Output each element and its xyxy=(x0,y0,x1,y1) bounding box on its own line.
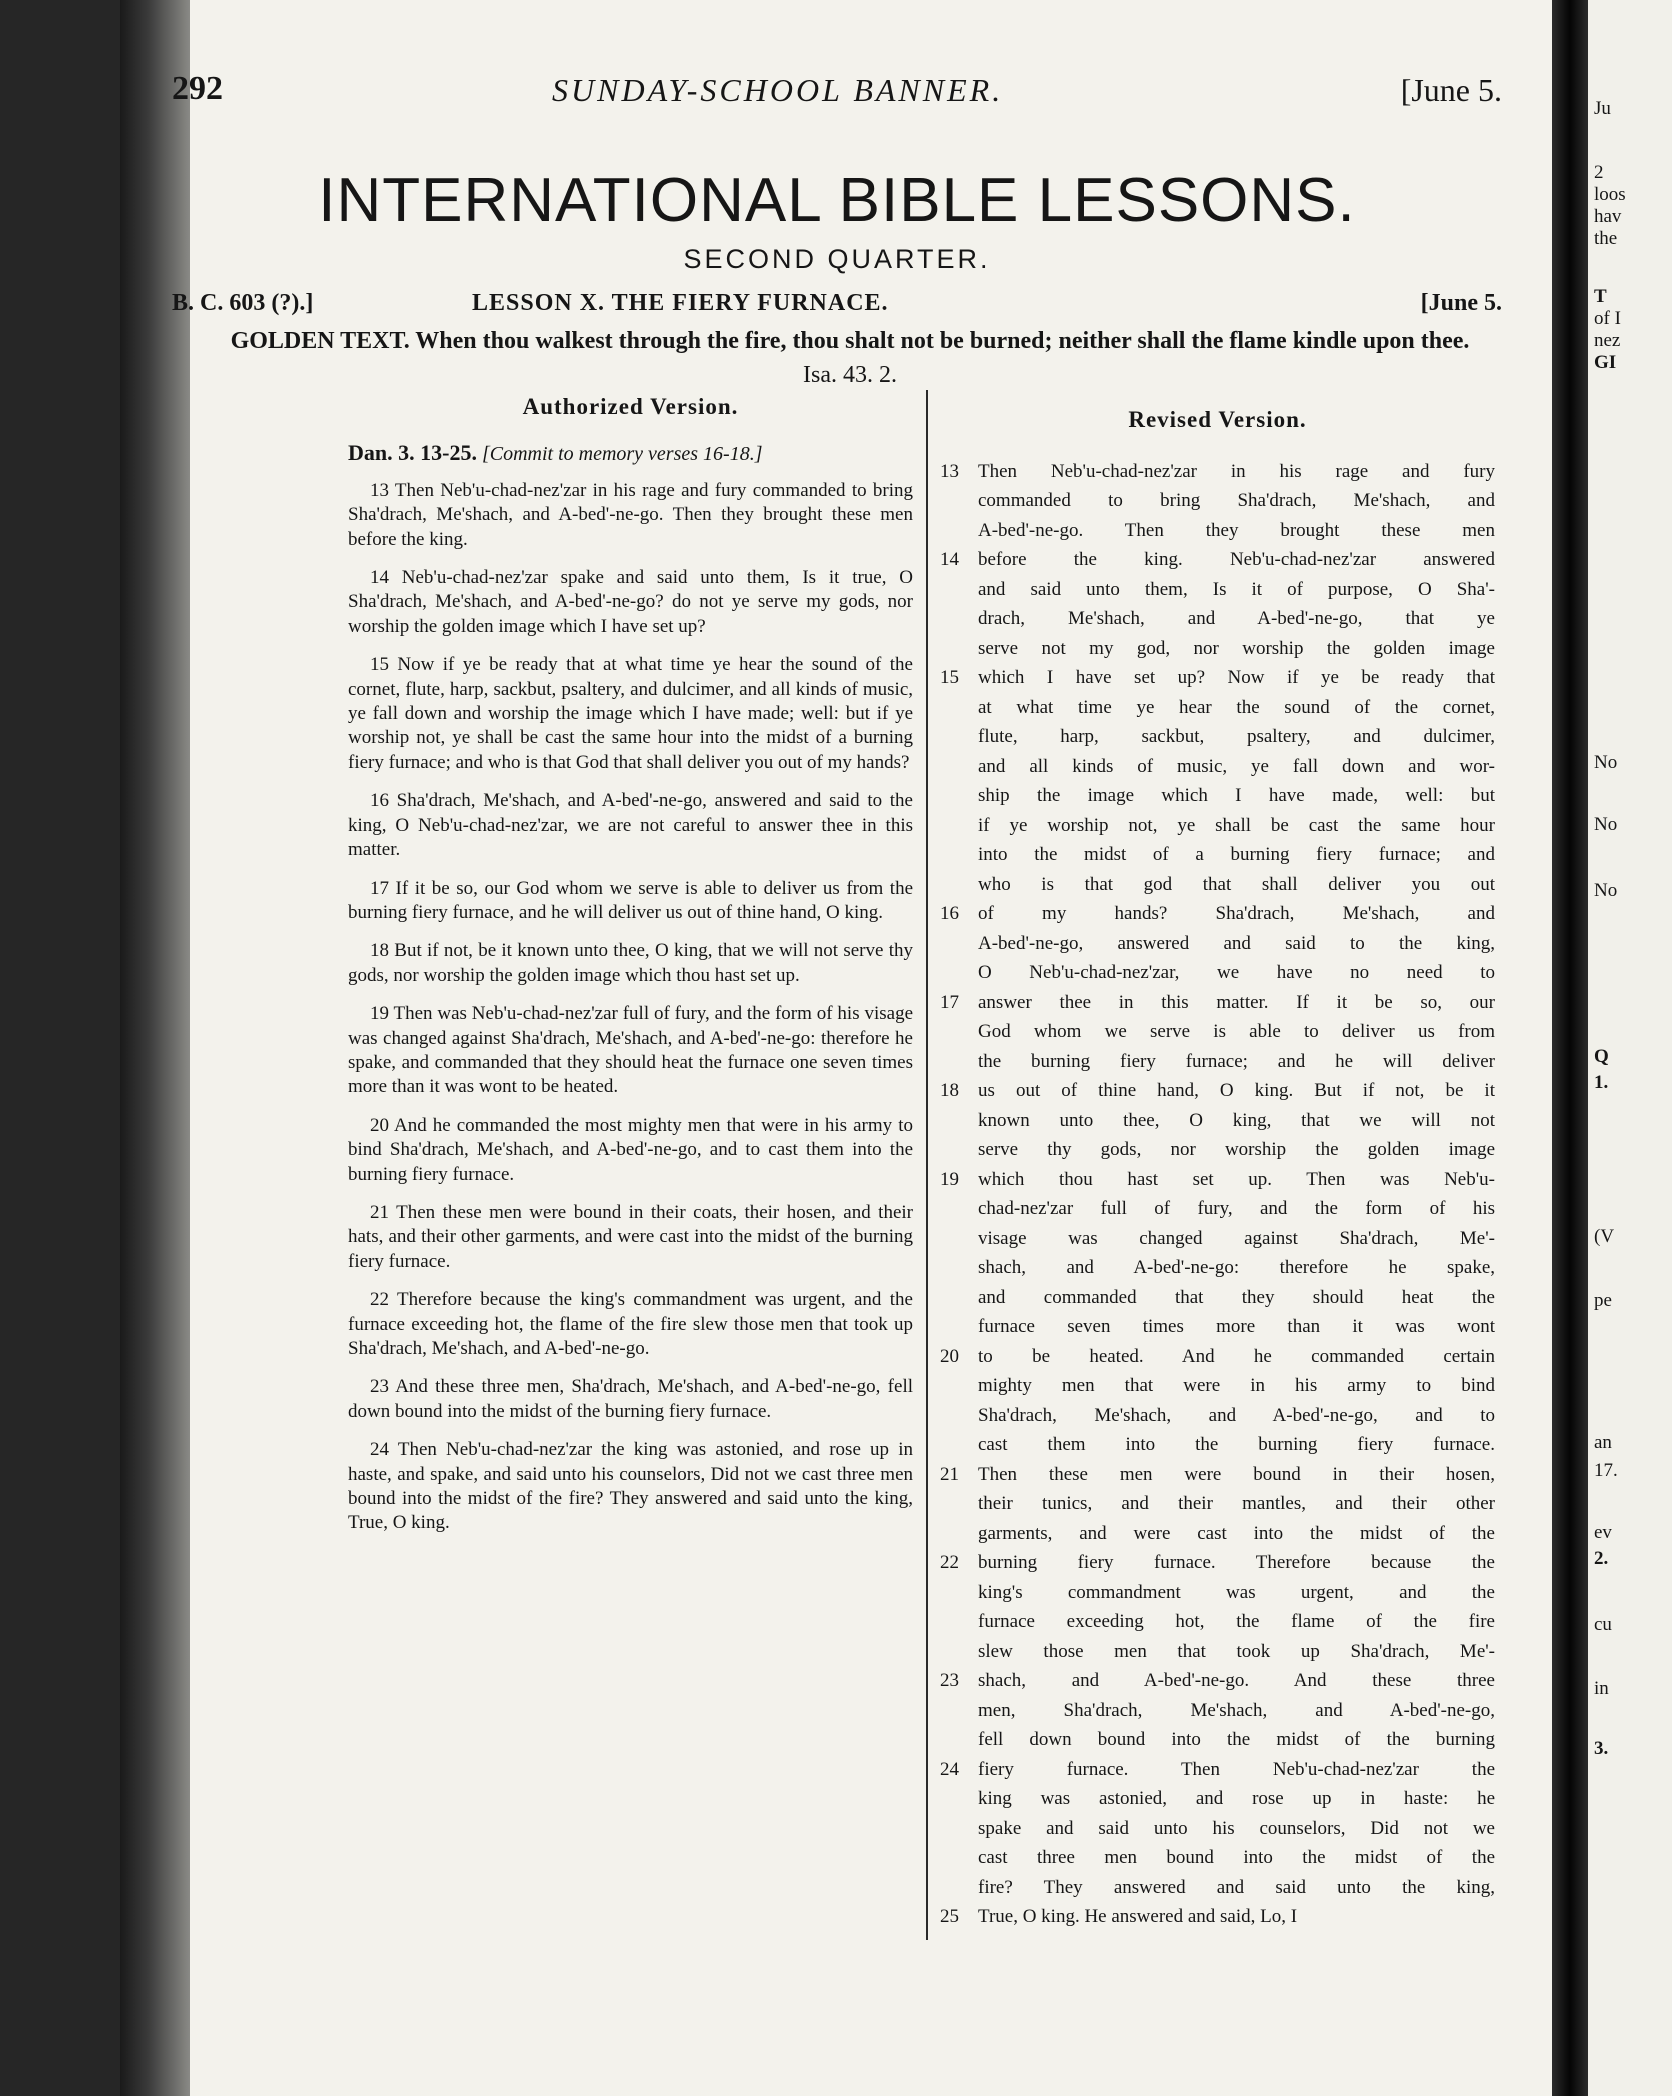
revised-line xyxy=(940,1224,1495,1254)
revised-line xyxy=(940,604,1495,634)
facing-page-edge xyxy=(1588,0,1672,2096)
facing-page-fragment: cu xyxy=(1594,1614,1612,1635)
revised-line-text: A-bed'-ne-go, answered and said to the king, xyxy=(978,932,1495,954)
revised-line-text: drach, Me'shach, and A-bed'-ne-go, that ye xyxy=(978,608,1495,629)
revised-line-text: visage was changed against Sha'drach, Me'- xyxy=(978,1227,1495,1249)
revised-line-text: their tunics, and their mantles, and their other xyxy=(978,1493,1495,1514)
authorized-verse: 23 And these three men, Sha'drach, Me'shach, and A-bed'-ne-go, fell down bound into the midst of the burning fiery furnace. xyxy=(348,1376,913,1422)
revised-line-text: God whom we serve is able to deliver us from xyxy=(978,1021,1495,1042)
authorized-verse: 24 Then Neb'u-chad-nez'zar the king was astonied, and rose up in haste, and spake, and said unto his counselors, Did not we cast three men bound into the midst of the fire? They answered and said unto the king, True, O king. xyxy=(348,1439,913,1534)
facing-page-fragment: pe xyxy=(1594,1290,1612,1311)
revised-line-text: commanded to bring Sha'drach, Me'shach, and xyxy=(978,490,1495,511)
revised-line xyxy=(940,1843,1495,1873)
revised-line xyxy=(940,1401,1495,1431)
revised-line-text: flute, harp, sackbut, psaltery, and dulcimer, xyxy=(978,726,1495,747)
revised-version-column xyxy=(940,405,1495,1932)
revised-line-text: serve thy gods, nor worship the golden image xyxy=(978,1139,1495,1160)
verse-number: 20 xyxy=(940,1345,959,1367)
facing-page-fragment: 17. xyxy=(1594,1460,1618,1481)
revised-line xyxy=(940,693,1495,723)
authorized-verse: 16 Sha'drach, Me'shach, and A-bed'-ne-go, answered and said to the king, O Neb'u-chad-nez'zar, we are not careful to answer thee in this matter. xyxy=(348,790,913,861)
revised-line xyxy=(940,1814,1495,1844)
revised-line xyxy=(940,1106,1495,1136)
revised-line xyxy=(940,1342,1495,1372)
authorized-version-column xyxy=(348,395,913,1550)
facing-page-fragment: hav xyxy=(1594,206,1622,227)
revised-line xyxy=(940,1578,1495,1608)
revised-line-text: garments, and were cast into the midst of the xyxy=(978,1522,1495,1544)
revised-line-text: ship the image which I have made, well: but xyxy=(978,785,1495,806)
verse-number: 14 xyxy=(940,549,959,570)
verse-number: 24 xyxy=(940,1758,959,1780)
revised-line xyxy=(940,486,1495,516)
revised-line xyxy=(940,840,1495,870)
revised-line xyxy=(940,781,1495,811)
revised-line xyxy=(940,1637,1495,1667)
revised-line-text: men, Sha'drach, Me'shach, and A-bed'-ne-go, xyxy=(978,1699,1495,1721)
revised-line xyxy=(940,899,1495,929)
revised-line xyxy=(940,1607,1495,1637)
revised-line xyxy=(940,1696,1495,1726)
authorized-verse: 19 Then was Neb'u-chad-nez'zar full of fury, and the form of his visage was changed against Sha'drach, Me'shach, and A-bed'-ne-go: therefore he spake, and commanded that they should heat the furnace one seven times more than it was wont to be heated. xyxy=(348,1003,913,1098)
authorized-verse: 21 Then these men were bound in their coats, their hosen, and their hats, and their other garments, and were cast into the midst of the burning fiery furnace. xyxy=(348,1201,913,1272)
lesson-date: [June 5. xyxy=(1420,290,1502,316)
authorized-version-heading: Authorized Version. xyxy=(522,394,739,419)
revised-line xyxy=(940,958,1495,988)
revised-line xyxy=(940,516,1495,546)
verse-number: 22 xyxy=(940,1552,959,1573)
revised-line-text: into the midst of a burning fiery furnace; and xyxy=(978,844,1495,865)
verse-number: 23 xyxy=(940,1670,959,1691)
authorized-verse: 14 Neb'u-chad-nez'zar spake and said unto them, Is it true, O Sha'drach, Me'shach, and A-bed'-ne-go? do not ye serve my gods, nor worship the golden image which I have set up? xyxy=(348,567,913,637)
revised-version-heading: Revised Version. xyxy=(1128,407,1307,432)
revised-line xyxy=(940,870,1495,900)
revised-line xyxy=(940,1666,1495,1696)
authorized-verse: 20 And he commanded the most mighty men that were in his army to bind Sha'drach, Me'shach, and A-bed'-ne-go, and to cast them into the burning fiery furnace. xyxy=(348,1114,913,1185)
revised-line xyxy=(940,1017,1495,1047)
revised-line-text: furnace exceeding hot, the flame of the fire xyxy=(978,1611,1495,1632)
revised-line-text: serve not my god, nor worship the golden image xyxy=(978,637,1495,659)
facing-page-fragment: 3. xyxy=(1594,1738,1609,1759)
lesson-line xyxy=(172,290,1502,324)
revised-line xyxy=(940,457,1495,487)
revised-line xyxy=(940,722,1495,752)
revised-line-text: fiery furnace. Then Neb'u-chad-nez'zar the xyxy=(978,1758,1495,1780)
revised-line-text: spake and said unto his counselors, Did not we xyxy=(978,1817,1495,1839)
revised-line-text: O Neb'u-chad-nez'zar, we have no need to xyxy=(978,962,1495,983)
revised-line xyxy=(940,1194,1495,1224)
revised-line-text: cast three men bound into the midst of the xyxy=(978,1847,1495,1868)
reference-passage: Dan. 3. 13-25. xyxy=(348,440,477,466)
revised-line-text: slew those men that took up Sha'drach, Me'- xyxy=(978,1640,1495,1662)
revised-line xyxy=(940,1047,1495,1077)
revised-line xyxy=(940,1135,1495,1165)
revised-lines xyxy=(940,457,1495,1932)
revised-line-text: which I have set up? Now if ye be ready that xyxy=(978,667,1495,688)
revised-line-text: answer thee in this matter. If it be so, our xyxy=(978,991,1495,1013)
revised-line xyxy=(940,1430,1495,1460)
revised-line xyxy=(940,1755,1495,1785)
revised-line-text: shach, and A-bed'-ne-go: therefore he spake, xyxy=(978,1257,1495,1278)
quarter-subtitle: SECOND QUARTER. xyxy=(683,244,991,274)
revised-line-text: shach, and A-bed'-ne-go. And these three xyxy=(978,1670,1495,1691)
revised-line xyxy=(940,1312,1495,1342)
revised-line-text: of my hands? Sha'drach, Me'shach, and xyxy=(978,903,1495,924)
revised-line xyxy=(940,988,1495,1018)
revised-line-text: fire? They answered and said unto the king, xyxy=(978,1876,1495,1898)
revised-line xyxy=(940,1489,1495,1519)
revised-line xyxy=(940,752,1495,782)
revised-line-text: and said unto them, Is it of purpose, O Sha'- xyxy=(978,578,1495,600)
facing-page-fragment: Q xyxy=(1594,1046,1609,1067)
revised-line xyxy=(940,1460,1495,1490)
revised-line-text: Then these men were bound in their hosen, xyxy=(978,1463,1495,1485)
facing-page-fragment: Ju xyxy=(1594,98,1611,119)
revised-line xyxy=(940,811,1495,841)
facing-page-fragment: an xyxy=(1594,1432,1612,1453)
revised-line xyxy=(940,1902,1495,1932)
lesson-title: LESSON X. THE FIERY FURNACE. xyxy=(472,290,889,316)
revised-line-text: at what time ye hear the sound of the cornet, xyxy=(978,696,1495,718)
verse-number: 15 xyxy=(940,667,959,688)
scripture-reference xyxy=(348,441,913,466)
revised-line-text: if ye worship not, ye shall be cast the same hour xyxy=(978,814,1495,836)
memory-note: [Commit to memory verses 16-18.] xyxy=(481,443,763,466)
revised-line-text: fell down bound into the midst of the burning xyxy=(978,1729,1495,1750)
revised-line-text: to be heated. And he commanded certain xyxy=(978,1345,1495,1367)
revised-line-text: chad-nez'zar full of fury, and the form of his xyxy=(978,1198,1495,1219)
verse-number: 18 xyxy=(940,1080,959,1101)
verse-number: 25 xyxy=(940,1906,959,1927)
revised-line-text: burning fiery furnace. Therefore because the xyxy=(978,1552,1495,1573)
revised-line-text: furnace seven times more than it was wont xyxy=(978,1316,1495,1337)
running-header xyxy=(172,70,1502,120)
revised-line-text: which thou hast set up. Then was Neb'u- xyxy=(978,1168,1495,1190)
revised-line xyxy=(940,1725,1495,1755)
revised-line xyxy=(940,575,1495,605)
facing-page-fragment: the xyxy=(1594,228,1618,249)
authorized-verses xyxy=(348,479,913,1536)
verse-number: 16 xyxy=(940,903,959,924)
revised-line xyxy=(940,545,1495,575)
revised-line-text: True, O king. He answered and said, Lo, I xyxy=(978,1906,1298,1927)
revised-line xyxy=(940,1784,1495,1814)
facing-page-fragment: 2 xyxy=(1594,162,1604,183)
revised-line-text: us out of thine hand, O king. But if not, be it xyxy=(978,1080,1495,1101)
verse-number: 17 xyxy=(940,991,959,1013)
golden-text-reference: Isa. 43. 2. xyxy=(803,362,897,388)
revised-line xyxy=(940,1519,1495,1549)
revised-line xyxy=(940,929,1495,959)
publication-title: SUNDAY-SCHOOL BANNER. xyxy=(552,72,1004,108)
column-divider xyxy=(926,390,928,1940)
revised-line-text: the burning fiery furnace; and he will deliver xyxy=(978,1050,1495,1072)
revised-line xyxy=(940,1548,1495,1578)
facing-page-fragment: in xyxy=(1594,1678,1609,1699)
revised-line xyxy=(940,1283,1495,1313)
revised-line xyxy=(940,1076,1495,1106)
lesson-era: B. C. 603 (?).] xyxy=(172,290,314,316)
header-date: [June 5. xyxy=(1400,72,1502,108)
facing-page-fragment: No xyxy=(1594,880,1618,901)
facing-page-fragment: No xyxy=(1594,752,1618,773)
revised-line-text: A-bed'-ne-go. Then they brought these men xyxy=(978,519,1495,541)
facing-page-fragment: 1. xyxy=(1594,1072,1609,1093)
golden-text xyxy=(215,324,1485,392)
facing-page-fragment: loos xyxy=(1594,184,1626,205)
revised-line xyxy=(940,1253,1495,1283)
revised-line-text: king was astonied, and rose up in haste: he xyxy=(978,1788,1495,1809)
verse-number: 13 xyxy=(940,460,959,482)
facing-page-fragment: 2. xyxy=(1594,1548,1609,1569)
revised-line-text: and all kinds of music, ye fall down and wor- xyxy=(978,755,1495,777)
revised-line-text: king's commandment was urgent, and the xyxy=(978,1581,1495,1603)
revised-line-text: Sha'drach, Me'shach, and A-bed'-ne-go, and to xyxy=(978,1404,1495,1426)
golden-text-label: GOLDEN TEXT. xyxy=(230,328,410,354)
revised-line xyxy=(940,1873,1495,1903)
verse-number: 21 xyxy=(940,1463,959,1485)
authorized-verse: 18 But if not, be it known unto thee, O king, that we will not serve thy gods, nor worship the golden image which thou hast set up. xyxy=(348,940,913,986)
facing-page-fragment: of I xyxy=(1594,308,1621,329)
revised-line-text: mighty men that were in his army to bind xyxy=(978,1375,1495,1396)
golden-text-body: When thou walkest through the fire, thou shalt not be burned; neither shall the flame kindle upon thee. xyxy=(415,328,1470,354)
authorized-verse: 22 Therefore because the king's commandment was urgent, and the furnace exceeding hot, the flame of the fire slew those men that took up Sha'drach, Me'shach, and A-bed'-ne-go. xyxy=(348,1289,913,1359)
revised-line xyxy=(940,663,1495,693)
facing-page-fragment: (V xyxy=(1594,1226,1615,1247)
facing-page-fragment: GI xyxy=(1594,352,1617,373)
authorized-verse: 13 Then Neb'u-chad-nez'zar in his rage and fury commanded to bring Sha'drach, Me'shach, and A-bed'-ne-go. Then they brought these men before the king. xyxy=(348,479,913,550)
revised-line-text: who is that god that shall deliver you out xyxy=(978,873,1495,895)
revised-line-text: before the king. Neb'u-chad-nez'zar answered xyxy=(978,549,1495,570)
facing-page-fragment: ev xyxy=(1594,1522,1612,1543)
page-title: INTERNATIONAL BIBLE LESSONS. xyxy=(318,166,1356,235)
book-gutter xyxy=(1552,0,1588,2096)
page-number: 292 xyxy=(172,70,223,107)
facing-page-fragment: T xyxy=(1594,286,1607,307)
revised-line xyxy=(940,1371,1495,1401)
authorized-verse: 17 If it be so, our God whom we serve is able to deliver us from the burning fiery furnace, and he will deliver us out of thine hand, O king. xyxy=(348,877,913,923)
facing-page-fragment: No xyxy=(1594,814,1618,835)
revised-line-text: cast them into the burning fiery furnace. xyxy=(978,1434,1495,1455)
facing-page-fragment: nez xyxy=(1594,330,1621,351)
verse-number: 19 xyxy=(940,1168,959,1190)
revised-line xyxy=(940,634,1495,664)
revised-line-text: and commanded that they should heat the xyxy=(978,1286,1495,1308)
revised-line xyxy=(940,1165,1495,1195)
authorized-verse: 15 Now if ye be ready that at what time ye hear the sound of the cornet, flute, harp, sackbut, psaltery, and dulcimer, and all kinds of music, ye fall down and worship the image which I have made; well: but if ye worship not, ye shall be cast the same hour into the midst of a burning fiery furnace; and who is that God that shall deliver you out of my hands? xyxy=(348,654,913,773)
revised-line-text: known unto thee, O king, that we will not xyxy=(978,1109,1495,1131)
revised-line-text: Then Neb'u-chad-nez'zar in his rage and fury xyxy=(978,460,1495,482)
